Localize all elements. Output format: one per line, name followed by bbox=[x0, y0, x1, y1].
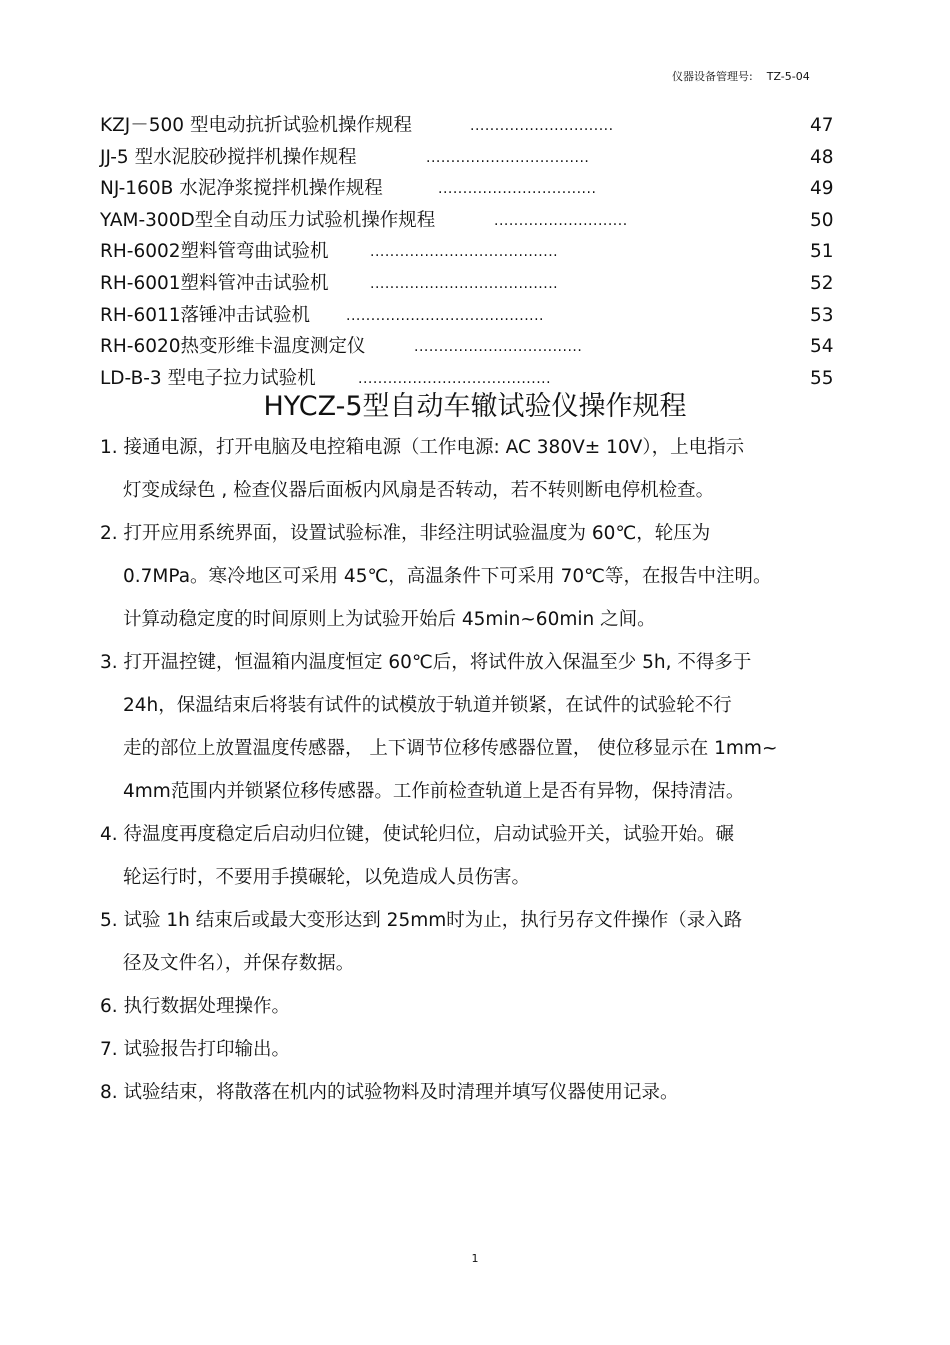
toc-entry bbox=[100, 270, 840, 302]
step-line: 4mm范围内并锁紧位移传感器。工作前检查轨道上是否有异物，保持清洁。 bbox=[123, 781, 745, 802]
toc-leader: ............................. bbox=[470, 118, 614, 134]
step-line: 8. 试验结束，将散落在机内的试验物料及时清理并填写仪器使用记录。 bbox=[100, 1082, 679, 1103]
step-5 bbox=[100, 906, 860, 992]
toc-leader: ....................................... bbox=[358, 370, 552, 387]
toc-leader: ...................................... bbox=[370, 244, 559, 261]
step-7 bbox=[100, 1035, 860, 1078]
toc-entry bbox=[100, 302, 840, 334]
toc-leader: ................................ bbox=[438, 181, 597, 198]
toc-page: 53 bbox=[810, 304, 834, 326]
step-line: 24h，保温结束后将装有试件的试模放于轨道并锁紧，在试件的试验轮不行 bbox=[123, 695, 732, 716]
equipment-id-note bbox=[672, 68, 852, 84]
step-line: 走的部位上放置温度传感器， 上下调节位移传感器位置， 使位移显示在 1mm~ bbox=[123, 738, 778, 759]
toc-leader: .................................. bbox=[414, 339, 583, 356]
toc-page: 49 bbox=[810, 178, 834, 200]
toc-title: YAM-300D型全自动压力试验机操作规程 bbox=[100, 209, 436, 231]
step-line: 0.7MPa。寒冷地区可采用 45℃，高温条件下可采用 70℃等，在报告中注明。 bbox=[123, 566, 772, 587]
toc-entry bbox=[100, 112, 840, 144]
step-line: 4. 待温度再度稳定后启动归位键，使试轮归位，启动试验开关，试验开始。碾 bbox=[100, 824, 735, 845]
equipment-id-label: 仪器设备管理号: bbox=[672, 70, 753, 83]
step-line: 7. 试验报告打印输出。 bbox=[100, 1039, 291, 1060]
toc-page: 48 bbox=[810, 146, 834, 168]
step-4 bbox=[100, 820, 860, 906]
toc-page: 47 bbox=[810, 115, 834, 136]
toc-title: JJ-5 型水泥胶砂搅拌机操作规程 bbox=[100, 146, 357, 168]
toc-leader: ........................................ bbox=[346, 307, 545, 324]
step-line: 计算动稳定度的时间原则上为试验开始后 45min~60min 之间。 bbox=[123, 609, 656, 630]
toc-leader: ................................. bbox=[426, 149, 590, 166]
step-3 bbox=[100, 648, 860, 820]
toc-title: LD-B-3 型电子拉力试验机 bbox=[100, 367, 316, 389]
step-line: 1. 接通电源，打开电脑及电控箱电源（工作电源: AC 380V± 10V），上电指示 bbox=[100, 437, 745, 458]
procedure-steps bbox=[100, 433, 860, 1121]
toc-title: RH-6020热变形维卡温度测定仪 bbox=[100, 336, 366, 358]
toc-leader: ...................................... bbox=[370, 275, 559, 292]
toc-entry bbox=[100, 144, 840, 176]
step-line: 径及文件名），并保存数据。 bbox=[123, 953, 355, 974]
step-line: 灯变成绿色 , 检查仪器后面板内风扇是否转动，若不转则断电停机检查。 bbox=[123, 480, 715, 501]
equipment-id-value: TZ-5-04 bbox=[766, 70, 810, 83]
toc-page: 50 bbox=[810, 209, 834, 231]
page-number: 1 bbox=[471, 1252, 479, 1265]
toc-page: 54 bbox=[810, 336, 834, 358]
step-line: 3. 打开温控键，恒温箱内温度恒定 60℃后，将试件放入保温至少 5h, 不得多于 bbox=[100, 652, 752, 673]
table-of-contents bbox=[100, 112, 840, 396]
toc-page: 55 bbox=[810, 367, 834, 389]
toc-title: RH-6011落锤冲击试验机 bbox=[100, 304, 311, 326]
toc-leader: ........................... bbox=[494, 212, 628, 229]
toc-page: 52 bbox=[810, 272, 834, 294]
step-8 bbox=[100, 1078, 860, 1121]
toc-title: KZJ－500 型电动抗折试验机操作规程 bbox=[100, 115, 412, 136]
step-1 bbox=[100, 433, 860, 519]
step-line: 6. 执行数据处理操作。 bbox=[100, 996, 291, 1017]
document-title: HYCZ-5型自动车辙试验仪操作规程 bbox=[263, 391, 687, 422]
step-line: 5. 试验 1h 结束后或最大变形达到 25mm时为止，执行另存文件操作（录入路 bbox=[100, 910, 743, 931]
step-6 bbox=[100, 992, 860, 1035]
toc-title: RH-6002塑料管弯曲试验机 bbox=[100, 241, 329, 263]
toc-entry bbox=[100, 238, 840, 270]
toc-entry bbox=[100, 207, 840, 239]
toc-page: 51 bbox=[810, 241, 834, 263]
toc-entry bbox=[100, 333, 840, 365]
toc-entry bbox=[100, 175, 840, 207]
step-line: 轮运行时，不要用手摸碾轮，以免造成人员伤害。 bbox=[123, 867, 531, 888]
step-2 bbox=[100, 519, 860, 648]
toc-title: NJ-160B 水泥净浆搅拌机操作规程 bbox=[100, 178, 383, 200]
step-line: 2. 打开应用系统界面，设置试验标准，非经注明试验温度为 60℃，轮压为 bbox=[100, 523, 711, 544]
toc-title: RH-6001塑料管冲击试验机 bbox=[100, 272, 329, 294]
